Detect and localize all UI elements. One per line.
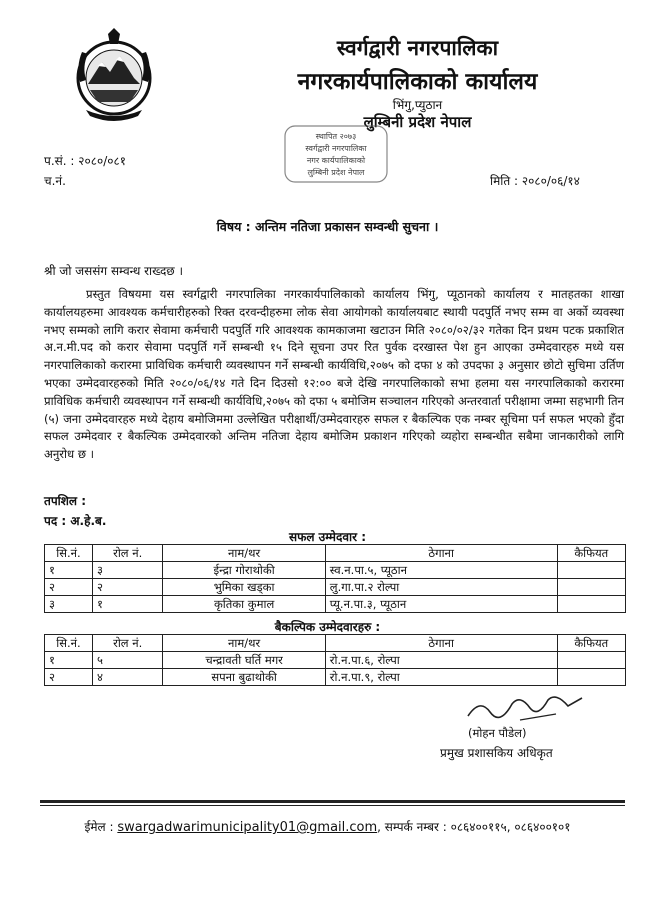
- table-row: [45, 652, 626, 669]
- cell-roll: ४: [92, 669, 162, 686]
- col-header-sn: सि.नं.: [45, 635, 93, 652]
- col-header-roll: रोल नं.: [92, 545, 162, 562]
- cell-sn: ३: [45, 596, 93, 613]
- col-header-address: ठेगाना: [325, 545, 557, 562]
- alternate-table: [44, 634, 626, 686]
- cell-remarks: [557, 652, 625, 669]
- successful-table: [44, 544, 626, 613]
- cell-address: स्व.न.पा.५, प्यूठान: [325, 562, 557, 579]
- col-header-name: नाम/थर: [163, 635, 325, 652]
- cell-sn: २: [45, 579, 93, 596]
- col-header-remarks: कैफियत: [557, 545, 625, 562]
- successful-heading: सफल उम्मेदवार :: [288, 530, 367, 544]
- signatory-name: (मोहन पौडेल): [468, 726, 527, 740]
- signature: [460, 690, 590, 724]
- cell-roll: १: [92, 596, 162, 613]
- table-row: [45, 579, 626, 596]
- footer-contact: [0, 818, 655, 835]
- cell-roll: २: [92, 579, 162, 596]
- cell-address: लु.गा.पा.२ रोल्पा: [325, 579, 557, 596]
- cell-name: कृतिका कुमाल: [163, 596, 325, 613]
- cell-sn: २: [45, 669, 93, 686]
- svg-text:स्वर्गद्वारी नगरपालिका: स्वर्गद्वारी नगरपालिका: [305, 144, 367, 153]
- phone-numbers: , सम्पर्क नम्बर : ०८६४००११५, ०८६४००१०१: [377, 820, 571, 834]
- letter-subject: विषय : अन्तिम नतिजा प्रकासन सम्वन्धी सुचना ।: [216, 219, 439, 234]
- table-row: [45, 562, 626, 579]
- footer-divider-thin: [40, 805, 625, 806]
- footer-divider-thick: [40, 800, 625, 803]
- col-header-roll: रोल नं.: [92, 635, 162, 652]
- cell-roll: ५: [92, 652, 162, 669]
- cell-name: ईन्द्रा गोराथोकी: [163, 562, 325, 579]
- office-location: भिंगु,प्युठान: [392, 98, 443, 112]
- cell-name: सपना बुढाथोकी: [163, 669, 325, 686]
- svg-text:लुम्बिनी प्रदेश नेपाल: लुम्बिनी प्रदेश नेपाल: [307, 168, 365, 177]
- svg-text:स्थापित २०७३: स्थापित २०७३: [315, 132, 357, 141]
- cell-remarks: [557, 596, 625, 613]
- table-row: [45, 596, 626, 613]
- letter-date: मिति : २०८०/०६/१४: [490, 174, 580, 188]
- col-header-sn: सि.नं.: [45, 545, 93, 562]
- signatory-title: प्रमुख प्रशासकिय अधिकृत: [440, 746, 553, 760]
- cell-roll: ३: [92, 562, 162, 579]
- table-row: [45, 669, 626, 686]
- dispatch-number: च.नं.: [44, 174, 66, 188]
- cell-address: प्यू.न.पा.३, प्यूठान: [325, 596, 557, 613]
- cell-remarks: [557, 579, 625, 596]
- table-header-row: [45, 545, 626, 562]
- email-link[interactable]: swargadwarimunicipality01@gmail.com: [117, 820, 378, 835]
- svg-text:नगर कार्यपालिकाको: नगर कार्यपालिकाको: [306, 156, 366, 165]
- col-header-address: ठेगाना: [325, 635, 557, 652]
- cell-address: रो.न.पा.९, रोल्पा: [325, 669, 557, 686]
- col-header-name: नाम/थर: [163, 545, 325, 562]
- cell-address: रो.न.पा.६, रोल्पा: [325, 652, 557, 669]
- province-name: लुम्बिनी प्रदेश नेपाल: [363, 113, 472, 131]
- table-header-row: [45, 635, 626, 652]
- municipality-name: स्वर्गद्वारी नगरपालिका: [336, 36, 499, 60]
- col-header-remarks: कैफियत: [557, 635, 625, 652]
- addressee: श्री जो जससंग सम्वन्ध राख्दछ ।: [44, 264, 184, 278]
- details-label: तपशिल :: [44, 494, 87, 508]
- cell-remarks: [557, 669, 625, 686]
- reference-number: प.सं. : २०८०/०८१: [44, 154, 126, 168]
- post-label: पद : अ.हे.ब.: [44, 514, 107, 528]
- cell-sn: १: [45, 562, 93, 579]
- alternate-heading: बैकल्पिक उम्मेदवारहरु :: [274, 620, 381, 634]
- cell-remarks: [557, 562, 625, 579]
- email-label: ईमेल :: [84, 820, 114, 834]
- office-stamp: [283, 124, 389, 184]
- office-name: नगरकार्यपालिकाको कार्यालय: [297, 69, 538, 95]
- letter-body: प्रस्तुत विषयमा यस स्वर्गद्वारी नगरपालिका नगरकार्यपालिकाको कार्यालय भिंगु, प्यूठानको कार्यालय र मातहतका शाखा कार्यालयहरुमा आवश्यक कर्मचारीहरुको रिक्त दरवन्दीहरुमा लोक सेवा आयोगको कार्यालयबाट स्थायी पदपुर्ति नभए सम्म वा अर्को व्यवस्था नभए सम्मको लागि करार सेवामा कर्मचारी पदपुर्ति गरि आवश्यक कामकाजमा खटाउन मिति २०८०/०२/३२ गतेका दिन प्रथम पटक प्रकाशित अ.न.मी.पद को करार सेवामा पदपुर्ति गर्ने सम्बन्धी १५ दिने सूचना उपर रित पुर्वक दरखास्त पेश हुन आएका उम्मेदवारहरु मध्ये यस नगरपालिकाको करारमा प्राविधिक कर्मचारी व्यवस्थापन गर्ने सम्बन्धी कार्यविधि,२०७५ को दफा ४ को उपदफा ३ अनुसार छोटो सुचिमा उर्तिण भएका उम्मेदवारहरुको मिति २०८०/०६/१४ गते दिन दिउसो १२:०० बजे देखि नगरपालिकाको सभा हलमा यस नगरपालिकाको करारमा प्राविधिक कर्मचारी व्यवस्थापन गर्ने सम्बन्धी कार्यविधि,२०७५ को दफा ५ बमोजिम सञ्चालन गरिएको अन्तरवार्ता परीक्षामा जम्मा सहभागी तिन (५) जना उम्मेदवारहरु मध्ये देहाय बमोजिममा उल्लेखित परीक्षार्थी/उम्मेदवारहरु सफल र बैकल्पिक एक नम्बर सूचिमा पर्न सफल भएको हुँदा सफल उम्मेदवार र बैकल्पिक उम्मेदवारको अन्तिम नतिजा देहाय बमोजिम प्रकाशन गरिएको व्यहोरा सम्बन्धीत सबैमा जानकारीको लागि अनुरोध छ ।: [44, 287, 624, 462]
- cell-sn: १: [45, 652, 93, 669]
- cell-name: भुमिका खड्का: [163, 579, 325, 596]
- cell-name: चन्द्रावती घर्ति मगर: [163, 652, 325, 669]
